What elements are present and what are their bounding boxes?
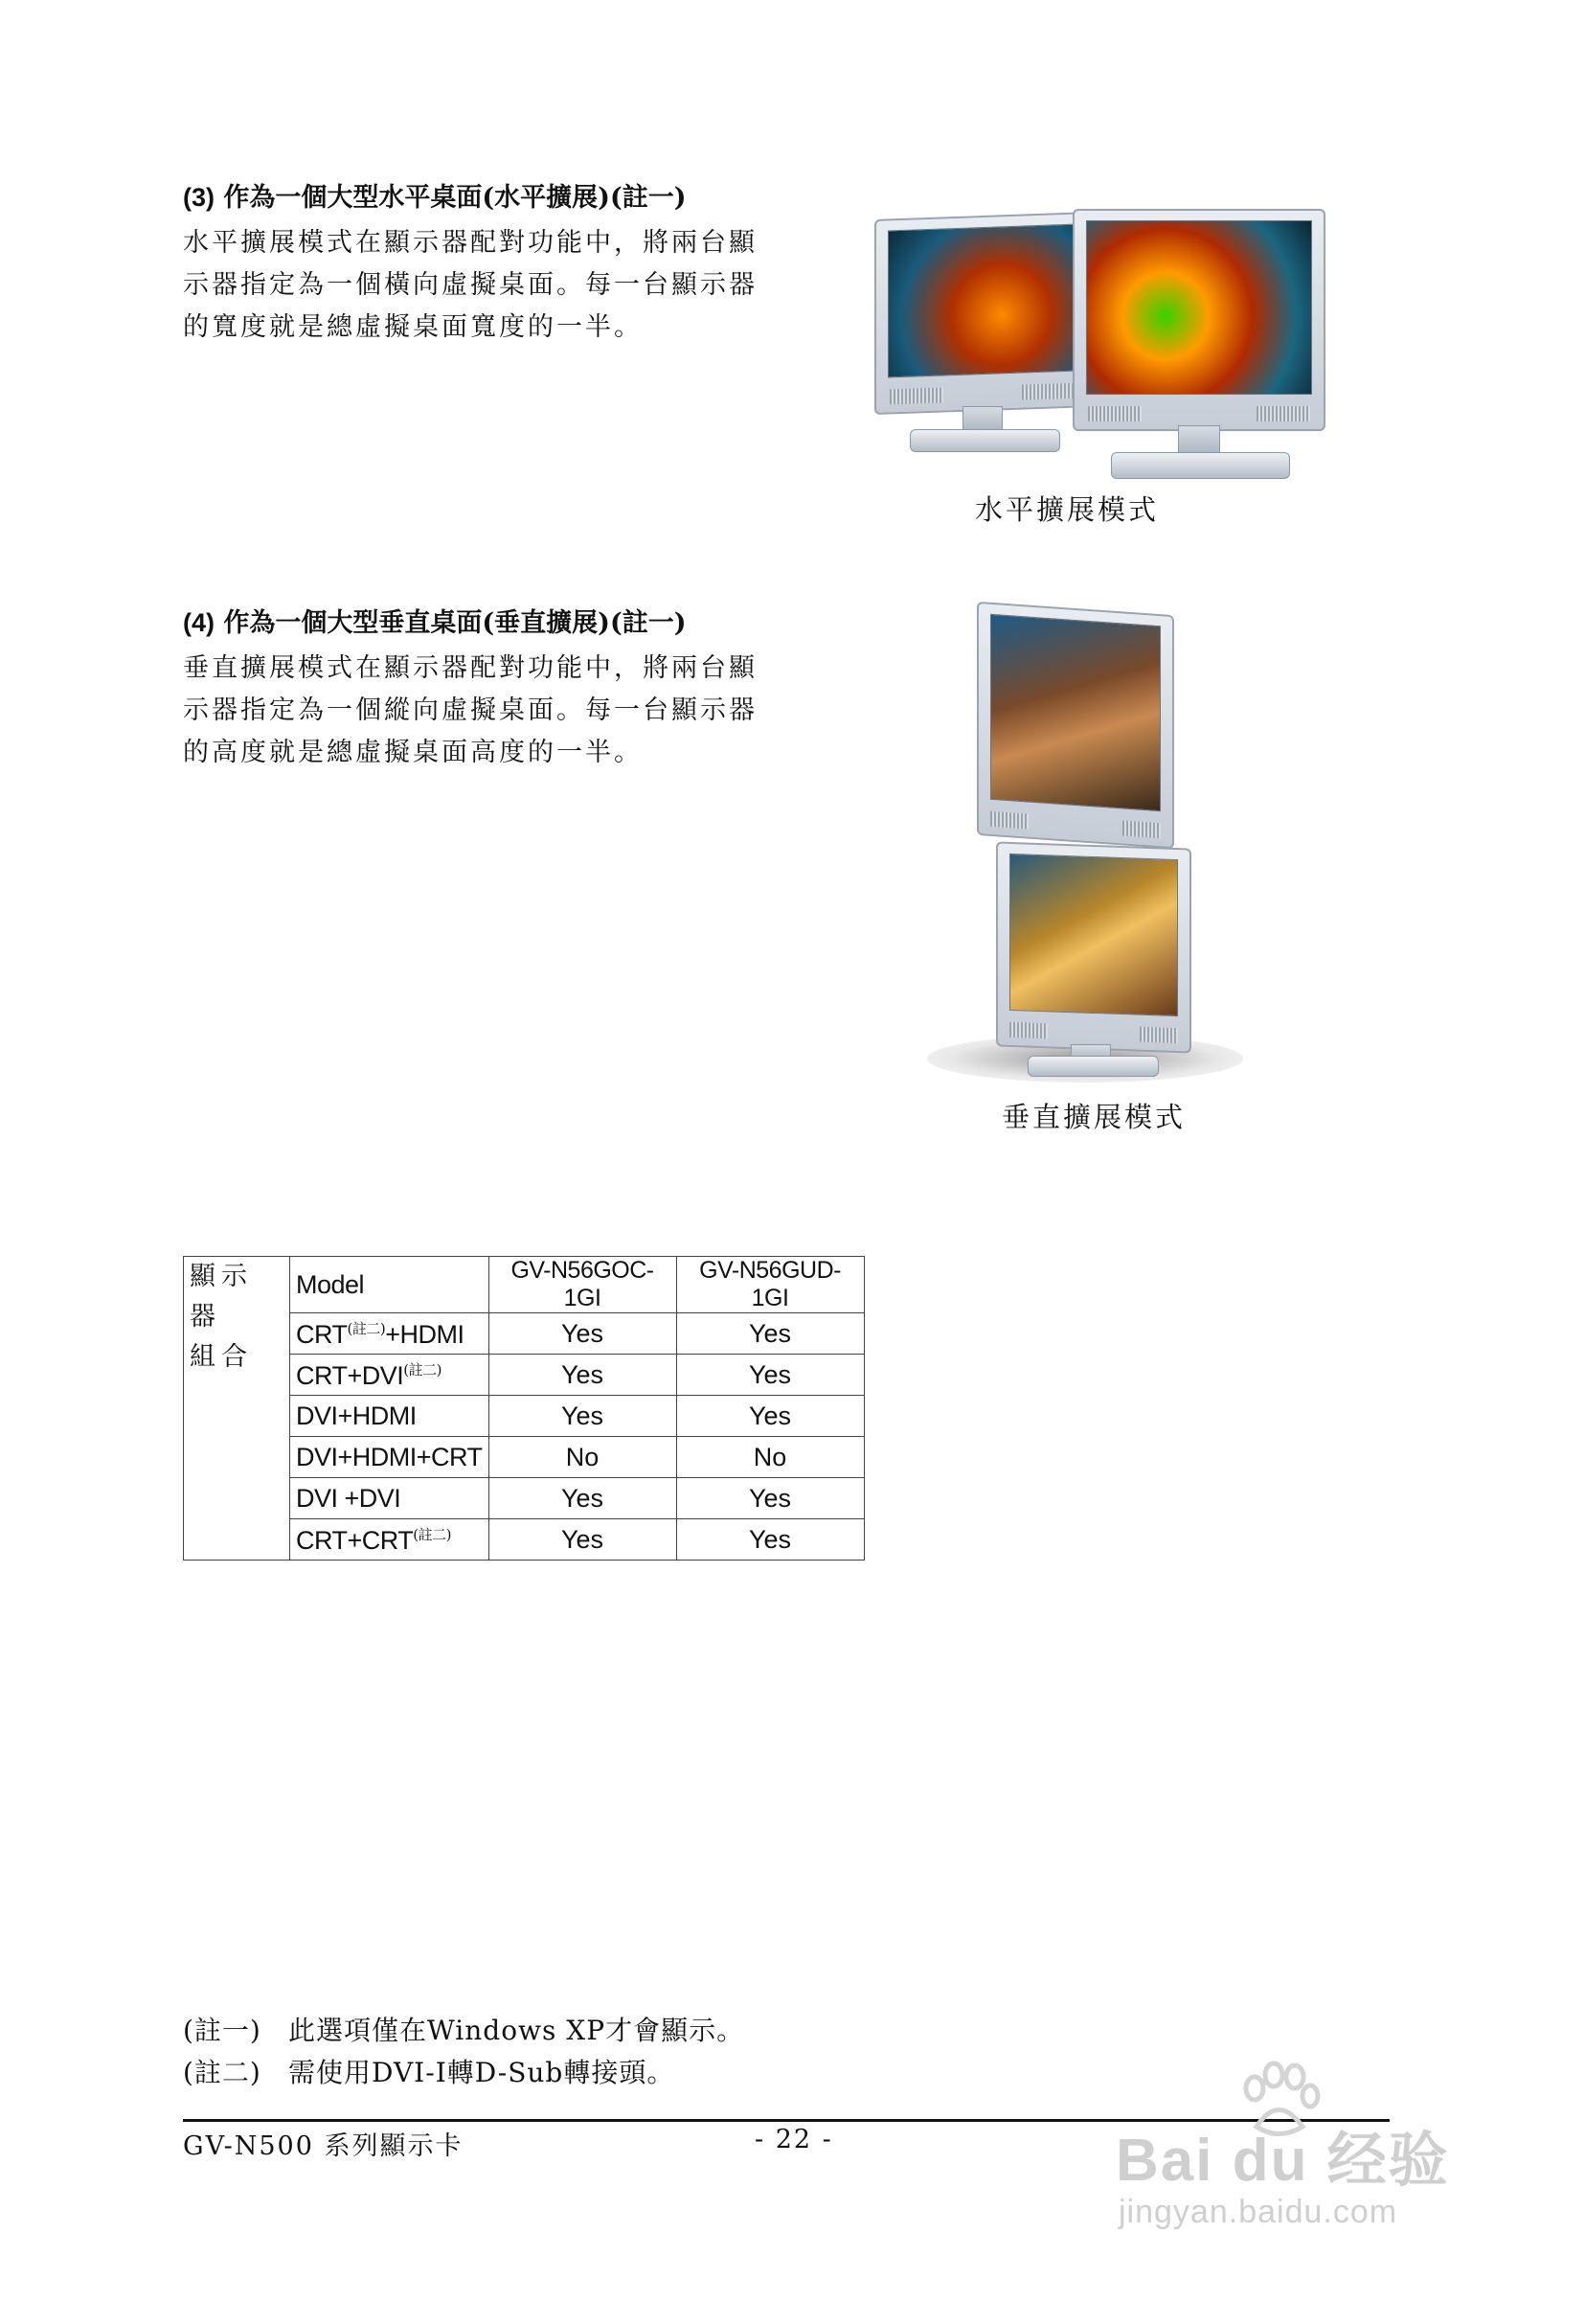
section4-number: (4) <box>183 608 215 637</box>
section3-body <box>183 222 815 349</box>
footer-product: GV-N500 系列顯示卡 <box>183 2131 464 2161</box>
table-row: CRT+CRT$^{(註二)}$ Yes Yes <box>184 1519 865 1561</box>
horizontal-span-illustration <box>867 201 1336 498</box>
table-row: DVI+HDMI+CRT No No <box>184 1437 865 1478</box>
section4-title: 作為一個大型垂直桌面(垂直擴展)(註一) <box>223 608 687 638</box>
table-row: CRT$^{(註二)}$+HDMI Yes Yes <box>184 1313 865 1355</box>
header-col2: GV-N56GUD-1GI <box>676 1257 864 1313</box>
vertical-span-caption: 垂直擴展模式 <box>1002 1101 1187 1133</box>
section3-line: 示器指定為一個橫向虛擬桌面。每一台顯示器 <box>183 270 758 300</box>
watermark-brand: Bai du 经验 <box>1116 2128 1450 2194</box>
right-monitor <box>1073 209 1325 431</box>
section4-heading <box>183 604 687 643</box>
table-header-row <box>184 1257 865 1313</box>
footnote-2: (註二) 需使用DVI-I轉D-Sub轉接頭。 <box>183 2057 675 2088</box>
watermark-url: jingyan.baidu.com <box>1119 2194 1398 2230</box>
section3-line: 水平擴展模式在顯示器配對功能中，將兩台顯 <box>183 228 758 258</box>
group-label-cell: 顯示器 組合 <box>184 1257 290 1561</box>
section4-body <box>183 648 815 774</box>
section3-title: 作為一個大型水平桌面(水平擴展)(註一) <box>223 183 687 213</box>
section4-line: 垂直擴展模式在顯示器配對功能中，將兩台顯 <box>183 653 758 683</box>
table-row: DVI +DVI Yes Yes <box>184 1478 865 1519</box>
vertical-span-illustration <box>927 604 1243 1092</box>
section3-line: 的寬度就是總虛擬桌面寬度的一半。 <box>183 312 643 342</box>
header-model: Model <box>290 1257 489 1313</box>
footnotes <box>183 2010 744 2094</box>
header-col1: GV-N56GOC-1GI <box>488 1257 676 1313</box>
section3-number: (3) <box>183 183 215 212</box>
footer-page-number: - 22 - <box>755 2125 833 2154</box>
top-monitor <box>977 602 1174 849</box>
display-combination-table <box>183 1256 865 1561</box>
footnote-1: (註一) 此選項僅在Windows XP才會顯示。 <box>183 2015 745 2046</box>
section4-line: 的高度就是總虛擬桌面高度的一半。 <box>183 738 643 767</box>
section4-line: 示器指定為一個縱向虛擬桌面。每一台顯示器 <box>183 695 758 725</box>
table-row: CRT+DVI$^{(註二)}$ Yes Yes <box>184 1355 865 1396</box>
table-row: DVI+HDMI Yes Yes <box>184 1396 865 1437</box>
section3-heading <box>183 178 687 217</box>
left-monitor <box>874 212 1091 415</box>
horizontal-span-caption: 水平擴展模式 <box>975 493 1160 526</box>
bottom-monitor <box>996 841 1191 1053</box>
